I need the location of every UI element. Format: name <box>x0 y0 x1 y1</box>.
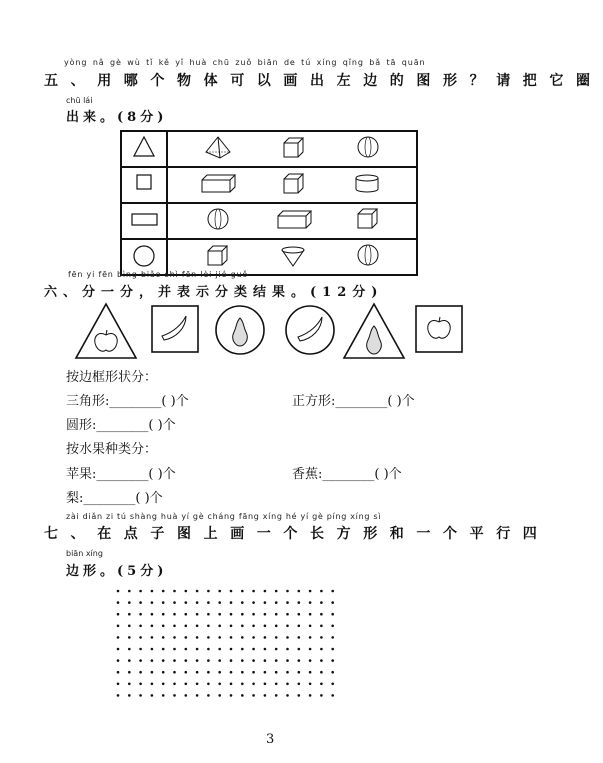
grid-dot[interactable] <box>286 613 289 616</box>
grid-dot[interactable] <box>286 636 289 639</box>
rectangle-icon <box>122 204 166 234</box>
grid-dot[interactable] <box>173 659 176 662</box>
grid-dot[interactable] <box>275 601 278 604</box>
grid-dot[interactable] <box>241 671 244 674</box>
q7-pinyin: zài diǎn zi tú shàng huà yí gè cháng fāng xíng hé yí gè píng xíng sì <box>66 512 382 521</box>
grid-dot[interactable] <box>241 613 244 616</box>
grid-dot[interactable] <box>230 648 233 651</box>
grid-dot[interactable] <box>309 683 312 686</box>
grid-dot[interactable] <box>128 601 131 604</box>
grid-dot[interactable] <box>196 601 199 604</box>
grid-dot[interactable] <box>139 671 142 674</box>
grid-dot[interactable] <box>173 601 176 604</box>
q6-pinyin: fēn yi fēn bìng biǎo shì fēn lèi jié guǒ <box>68 270 249 279</box>
grid-dot[interactable] <box>185 683 188 686</box>
fruit-item[interactable] <box>76 304 136 358</box>
grid-dot[interactable] <box>264 683 267 686</box>
grid-dot[interactable] <box>151 659 154 662</box>
grid-dot[interactable] <box>218 659 221 662</box>
grid-dot[interactable] <box>286 590 289 593</box>
grid-dot[interactable] <box>275 648 278 651</box>
grid-dot[interactable] <box>139 590 142 593</box>
cuboid-icon[interactable] <box>278 211 311 228</box>
grid-dot[interactable] <box>286 648 289 651</box>
grid-dot[interactable] <box>264 636 267 639</box>
grid-dot[interactable] <box>128 683 131 686</box>
grid-dot[interactable] <box>275 683 278 686</box>
banana-icon <box>162 316 186 340</box>
grid-dot[interactable] <box>162 648 165 651</box>
grid-dot[interactable] <box>264 659 267 662</box>
grid-dot[interactable] <box>207 590 210 593</box>
grid-dot[interactable] <box>207 601 210 604</box>
q7-title-2: 边形。(5分) <box>66 564 168 579</box>
apple-icon <box>95 330 118 351</box>
grid-dot[interactable] <box>298 659 301 662</box>
grid-dot[interactable] <box>207 636 210 639</box>
grid-dot[interactable] <box>252 694 255 697</box>
grid-dot[interactable] <box>275 613 278 616</box>
grid-dot[interactable] <box>128 625 131 628</box>
grid-dot[interactable] <box>173 625 176 628</box>
grid-dot[interactable] <box>241 694 244 697</box>
grid-dot[interactable] <box>286 683 289 686</box>
grid-dot[interactable] <box>286 659 289 662</box>
grid-dot[interactable] <box>117 671 120 674</box>
grid-dot[interactable] <box>241 590 244 593</box>
grid-dot[interactable] <box>185 694 188 697</box>
grid-dot[interactable] <box>151 590 154 593</box>
grid-dot[interactable] <box>162 636 165 639</box>
grid-dot[interactable] <box>139 694 142 697</box>
grid-dot[interactable] <box>139 636 142 639</box>
fruit-item[interactable] <box>344 304 404 358</box>
grid-dot[interactable] <box>331 625 334 628</box>
grid-dot[interactable] <box>185 659 188 662</box>
grid-dot[interactable] <box>139 613 142 616</box>
grid-dot[interactable] <box>275 636 278 639</box>
grid-dot[interactable] <box>196 613 199 616</box>
fruit-item[interactable] <box>152 306 198 352</box>
square-icon <box>122 168 166 198</box>
grid-dot[interactable] <box>331 590 334 593</box>
grid-dot[interactable] <box>117 613 120 616</box>
grid-dot[interactable] <box>309 613 312 616</box>
cube-icon[interactable] <box>208 246 227 265</box>
grid-dot[interactable] <box>185 636 188 639</box>
grid-dot[interactable] <box>264 601 267 604</box>
grid-dot[interactable] <box>139 601 142 604</box>
grid-dot[interactable] <box>275 590 278 593</box>
grid-dot[interactable] <box>309 636 312 639</box>
q7-title: 七、在点子图上画一个长方形和一个平行四 <box>44 526 550 542</box>
grid-dot[interactable] <box>230 694 233 697</box>
grid-dot[interactable] <box>241 659 244 662</box>
sphere-icon[interactable] <box>208 209 228 229</box>
apple-count-field[interactable]: 苹果:________( )个 <box>66 467 176 482</box>
grid-dot[interactable] <box>264 613 267 616</box>
pear-icon <box>233 318 248 346</box>
grid-dot[interactable] <box>207 659 210 662</box>
cylinder-icon[interactable] <box>356 175 378 192</box>
grid-dot[interactable] <box>320 601 323 604</box>
grid-dot[interactable] <box>252 590 255 593</box>
banana-icon <box>298 317 322 341</box>
grid-dot[interactable] <box>252 671 255 674</box>
grid-dot[interactable] <box>264 625 267 628</box>
grid-dot[interactable] <box>286 694 289 697</box>
q5-pinyin-2: chū lái <box>66 96 93 105</box>
left-shape-cell <box>121 131 167 167</box>
grid-dot[interactable] <box>218 694 221 697</box>
grid-dot[interactable] <box>309 625 312 628</box>
grid-dot[interactable] <box>207 648 210 651</box>
grid-dot[interactable] <box>207 694 210 697</box>
grid-dot[interactable] <box>286 671 289 674</box>
grid-dot[interactable] <box>128 590 131 593</box>
grid-dot[interactable] <box>196 659 199 662</box>
sphere-icon[interactable] <box>358 245 378 265</box>
grid-dot[interactable] <box>162 613 165 616</box>
grid-dot[interactable] <box>252 683 255 686</box>
grid-dot[interactable] <box>309 590 312 593</box>
grid-dot[interactable] <box>128 671 131 674</box>
q5-pinyin: yòng nǎ gè wù tǐ kě yǐ huà chū zuǒ biān de tú xíng qǐng bǎ tā quān <box>64 58 426 67</box>
grid-dot[interactable] <box>331 601 334 604</box>
grid-dot[interactable] <box>320 625 323 628</box>
grid-dot[interactable] <box>298 601 301 604</box>
table-row <box>121 131 417 167</box>
grid-dot[interactable] <box>185 590 188 593</box>
grid-dot[interactable] <box>309 601 312 604</box>
grid-dot[interactable] <box>230 671 233 674</box>
grid-dot[interactable] <box>151 601 154 604</box>
pear-icon <box>367 326 382 354</box>
grid-dot[interactable] <box>252 613 255 616</box>
grid-dot[interactable] <box>320 613 323 616</box>
grid-dot[interactable] <box>151 683 154 686</box>
grid-dot[interactable] <box>162 590 165 593</box>
grid-dot[interactable] <box>117 683 120 686</box>
triangle-icon <box>122 132 166 162</box>
grid-dot[interactable] <box>264 694 267 697</box>
left-shape-cell <box>121 167 167 203</box>
grid-dot[interactable] <box>207 625 210 628</box>
by-fruit-heading: 按水果种类分： <box>66 442 158 457</box>
grid-dot[interactable] <box>286 601 289 604</box>
grid-dot[interactable] <box>117 590 120 593</box>
grid-dot[interactable] <box>117 601 120 604</box>
grid-dot[interactable] <box>196 694 199 697</box>
grid-dot[interactable] <box>196 671 199 674</box>
grid-dot[interactable] <box>298 648 301 651</box>
page-number: 3 <box>266 732 275 747</box>
pyramid-icon[interactable] <box>206 137 230 158</box>
grid-dot[interactable] <box>218 613 221 616</box>
grid-dot[interactable] <box>207 613 210 616</box>
grid-dot[interactable] <box>117 694 120 697</box>
grid-dot[interactable] <box>162 671 165 674</box>
q6-title: 六、分一分，并表示分类结果。(12分) <box>44 285 384 300</box>
grid-dot[interactable] <box>298 625 301 628</box>
grid-dot[interactable] <box>230 683 233 686</box>
grid-dot[interactable] <box>173 694 176 697</box>
grid-dot[interactable] <box>298 683 301 686</box>
q7-pinyin-2: biān xíng <box>66 549 103 558</box>
grid-dot[interactable] <box>117 648 120 651</box>
grid-dot[interactable] <box>139 659 142 662</box>
grid-dot[interactable] <box>218 683 221 686</box>
table-row <box>121 203 417 239</box>
grid-dot[interactable] <box>207 683 210 686</box>
grid-dot[interactable] <box>139 625 142 628</box>
grid-dot[interactable] <box>331 636 334 639</box>
grid-dot[interactable] <box>320 694 323 697</box>
cube-icon[interactable] <box>358 209 377 228</box>
grid-dot[interactable] <box>298 590 301 593</box>
grid-dot[interactable] <box>320 648 323 651</box>
grid-dot[interactable] <box>196 625 199 628</box>
grid-dot[interactable] <box>320 671 323 674</box>
grid-dot[interactable] <box>151 613 154 616</box>
grid-dot[interactable] <box>185 648 188 651</box>
grid-dot[interactable] <box>173 671 176 674</box>
grid-dot[interactable] <box>218 671 221 674</box>
grid-dot[interactable] <box>128 659 131 662</box>
grid-dot[interactable] <box>230 613 233 616</box>
grid-dot[interactable] <box>298 671 301 674</box>
options-cell <box>167 203 417 239</box>
grid-dot[interactable] <box>185 671 188 674</box>
grid-dot[interactable] <box>264 648 267 651</box>
grid-dot[interactable] <box>151 694 154 697</box>
grid-dot[interactable] <box>309 671 312 674</box>
grid-dot[interactable] <box>230 636 233 639</box>
grid-dot[interactable] <box>117 636 120 639</box>
grid-dot[interactable] <box>218 636 221 639</box>
grid-dot[interactable] <box>298 613 301 616</box>
grid-dot[interactable] <box>309 694 312 697</box>
grid-dot[interactable] <box>241 636 244 639</box>
grid-dot[interactable] <box>264 590 267 593</box>
grid-dot[interactable] <box>207 671 210 674</box>
dot-grid[interactable] <box>116 589 336 697</box>
grid-dot[interactable] <box>241 648 244 651</box>
cuboid-icon[interactable] <box>202 175 235 192</box>
grid-dot[interactable] <box>331 648 334 651</box>
grid-dot[interactable] <box>139 648 142 651</box>
grid-dot[interactable] <box>331 613 334 616</box>
grid-dot[interactable] <box>230 659 233 662</box>
grid-dot[interactable] <box>320 683 323 686</box>
grid-dot[interactable] <box>331 694 334 697</box>
grid-dot[interactable] <box>320 590 323 593</box>
grid-dot[interactable] <box>185 625 188 628</box>
grid-dot[interactable] <box>275 671 278 674</box>
options-cell <box>167 167 417 203</box>
grid-dot[interactable] <box>218 590 221 593</box>
grid-dot[interactable] <box>331 659 334 662</box>
grid-dot[interactable] <box>218 625 221 628</box>
grid-dot[interactable] <box>196 683 199 686</box>
grid-dot[interactable] <box>286 625 289 628</box>
grid-dot[interactable] <box>162 601 165 604</box>
grid-dot[interactable] <box>173 648 176 651</box>
grid-dot[interactable] <box>151 648 154 651</box>
grid-dot[interactable] <box>117 625 120 628</box>
fruit-item[interactable] <box>416 306 462 352</box>
grid-dot[interactable] <box>173 590 176 593</box>
q5-title-2: 出来。(8分) <box>66 110 168 125</box>
grid-dot[interactable] <box>162 683 165 686</box>
grid-dot[interactable] <box>252 625 255 628</box>
grid-dot[interactable] <box>331 671 334 674</box>
grid-dot[interactable] <box>151 625 154 628</box>
left-shape-cell <box>121 203 167 239</box>
grid-dot[interactable] <box>252 648 255 651</box>
grid-dot[interactable] <box>117 659 120 662</box>
grid-dot[interactable] <box>241 601 244 604</box>
grid-dot[interactable] <box>173 636 176 639</box>
triangle-count-field[interactable]: 三角形:________( )个 <box>66 394 189 409</box>
grid-dot[interactable] <box>128 694 131 697</box>
grid-dot[interactable] <box>162 694 165 697</box>
circle-count-field[interactable]: 圆形:________( )个 <box>66 418 176 433</box>
grid-dot[interactable] <box>196 636 199 639</box>
grid-dot[interactable] <box>252 659 255 662</box>
banana-count-field[interactable]: 香蕉:________( )个 <box>292 467 402 482</box>
cone-icon[interactable] <box>282 247 304 266</box>
grid-dot[interactable] <box>139 683 142 686</box>
table-row <box>121 167 417 203</box>
grid-dot[interactable] <box>230 601 233 604</box>
grid-dot[interactable] <box>218 601 221 604</box>
grid-dot[interactable] <box>173 683 176 686</box>
grid-dot[interactable] <box>298 636 301 639</box>
grid-dot[interactable] <box>241 683 244 686</box>
fruit-item[interactable] <box>216 306 264 354</box>
grid-dot[interactable] <box>128 648 131 651</box>
grid-dot[interactable] <box>264 671 267 674</box>
grid-dot[interactable] <box>298 694 301 697</box>
grid-dot[interactable] <box>230 590 233 593</box>
grid-dot[interactable] <box>320 636 323 639</box>
grid-dot[interactable] <box>151 636 154 639</box>
grid-dot[interactable] <box>309 659 312 662</box>
cube-icon[interactable] <box>284 174 303 193</box>
grid-dot[interactable] <box>320 659 323 662</box>
grid-dot[interactable] <box>309 648 312 651</box>
options-cell <box>167 131 417 167</box>
shape-matching-table <box>120 130 418 276</box>
grid-dot[interactable] <box>275 694 278 697</box>
grid-dot[interactable] <box>196 590 199 593</box>
grid-dot[interactable] <box>185 601 188 604</box>
grid-dot[interactable] <box>218 648 221 651</box>
by-shape-heading: 按边框形状分： <box>66 370 158 385</box>
fruit-items <box>70 300 490 364</box>
grid-dot[interactable] <box>185 613 188 616</box>
grid-dot[interactable] <box>252 601 255 604</box>
grid-dot[interactable] <box>331 683 334 686</box>
grid-dot[interactable] <box>128 636 131 639</box>
grid-dot[interactable] <box>151 671 154 674</box>
grid-dot[interactable] <box>162 625 165 628</box>
square-count-field[interactable]: 正方形:________( )个 <box>292 394 415 409</box>
grid-dot[interactable] <box>230 625 233 628</box>
grid-dot[interactable] <box>196 648 199 651</box>
sphere-icon[interactable] <box>358 137 378 157</box>
grid-dot[interactable] <box>241 625 244 628</box>
grid-dot[interactable] <box>173 613 176 616</box>
grid-dot[interactable] <box>275 625 278 628</box>
pear-count-field[interactable]: 梨:________( )个 <box>66 491 163 506</box>
q5-title: 五、用哪个物体可以画出左边的图形？请把它圈 <box>44 73 603 89</box>
fruit-item[interactable] <box>286 306 334 354</box>
circle-icon <box>122 240 166 270</box>
grid-dot[interactable] <box>162 659 165 662</box>
grid-dot[interactable] <box>128 613 131 616</box>
grid-dot[interactable] <box>252 636 255 639</box>
apple-icon <box>428 317 451 338</box>
cube-icon[interactable] <box>284 138 303 157</box>
grid-dot[interactable] <box>275 659 278 662</box>
